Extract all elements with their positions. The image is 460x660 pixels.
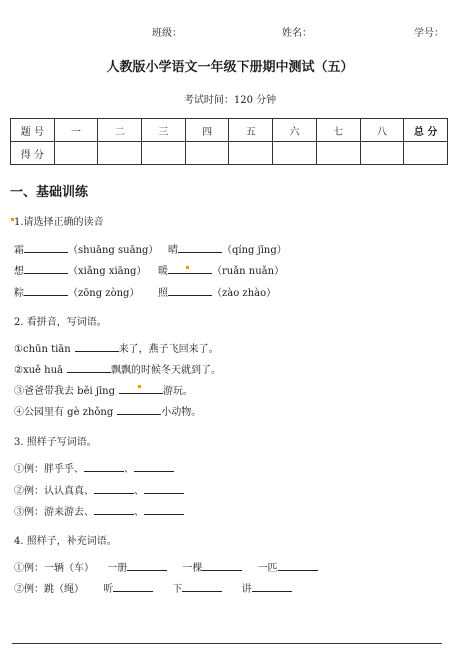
- sentence: 小动物。: [161, 407, 202, 418]
- pinyin: ③爸爸带我去 běi jīng: [14, 386, 116, 397]
- q2-prompt: 2. 看拼音，写词语。: [14, 317, 107, 328]
- q1-options: （ruǎn nuǎn）: [212, 266, 285, 277]
- student-id-label: 学号：: [414, 28, 444, 39]
- measure-word: 一匹: [257, 563, 278, 574]
- total-header-cell: 总 分: [404, 119, 448, 142]
- score-cell[interactable]: [229, 142, 273, 165]
- q3-item: [14, 482, 184, 497]
- score-row-label: 得 分: [11, 142, 55, 165]
- example: ②例：跳（绳）: [14, 584, 84, 595]
- page-title: 人教版小学语文一年级下册期中测试（五）: [106, 60, 354, 75]
- header-cell: 八: [360, 119, 404, 142]
- q1-row: [158, 284, 276, 299]
- answer-blank[interactable]: [134, 462, 174, 472]
- answer-blank[interactable]: [24, 286, 68, 296]
- answer-blank[interactable]: [24, 264, 68, 274]
- answer-blank[interactable]: [119, 384, 163, 394]
- score-cell[interactable]: [185, 142, 229, 165]
- q4-row: [14, 580, 292, 595]
- answer-blank[interactable]: [252, 582, 292, 592]
- marker-dot: [138, 385, 141, 388]
- sentence: 来了，燕子飞回来了。: [118, 344, 219, 355]
- pinyin: ④公园里有 gè zhǒng: [14, 407, 114, 418]
- score-table-header-row: [11, 119, 448, 142]
- q1-row: [14, 284, 139, 299]
- score-cell[interactable]: [360, 142, 404, 165]
- q1-char: 暖: [158, 266, 168, 277]
- q1-prompt: 1.请选择正确的读音: [14, 217, 104, 228]
- answer-blank[interactable]: [168, 286, 212, 296]
- q1-char: 粽: [14, 288, 24, 299]
- header-cell: 一: [54, 119, 98, 142]
- class-label: 班级：: [152, 28, 182, 39]
- answer-blank[interactable]: [67, 363, 111, 373]
- separator: 、: [134, 486, 144, 497]
- q1-options: （qíng jīng）: [222, 245, 287, 256]
- example: ①例：胖乎乎、: [14, 464, 84, 475]
- example: ①例：一辆（车）: [14, 563, 94, 574]
- section-title: 一、基础训练: [10, 185, 89, 200]
- sentence: 游玩。: [163, 386, 194, 397]
- separator: 、: [124, 464, 134, 475]
- verb: 听: [103, 584, 114, 595]
- q1-options: （zào zhào）: [212, 288, 277, 299]
- header-cell: 六: [273, 119, 317, 142]
- score-cell[interactable]: [98, 142, 142, 165]
- q1-options: （zōng zòng）: [68, 288, 140, 299]
- header-cell: 三: [142, 119, 186, 142]
- q2-item: [14, 382, 193, 397]
- answer-blank[interactable]: [202, 561, 242, 571]
- answer-blank[interactable]: [278, 561, 318, 571]
- header-cell: 二: [98, 119, 142, 142]
- score-cell[interactable]: [54, 142, 98, 165]
- measure-word: 一册: [107, 563, 128, 574]
- verb: 讲: [241, 584, 252, 595]
- answer-blank[interactable]: [94, 484, 134, 494]
- score-cell[interactable]: [404, 142, 448, 165]
- answer-blank[interactable]: [168, 264, 212, 274]
- q1-row: [168, 241, 287, 256]
- header-cell: 四: [185, 119, 229, 142]
- q3-item: [14, 503, 184, 518]
- q2-item: [14, 340, 219, 355]
- q1-row: [158, 262, 284, 277]
- q4-row: [14, 559, 318, 574]
- header-cell: 五: [229, 119, 273, 142]
- q1-options: （shuāng suāng）: [68, 245, 159, 256]
- q1-row: [14, 241, 158, 256]
- answer-blank[interactable]: [178, 243, 222, 253]
- answer-blank[interactable]: [127, 561, 167, 571]
- header-cell: 七: [316, 119, 360, 142]
- answer-blank[interactable]: [94, 505, 134, 515]
- footer-divider: [12, 643, 442, 644]
- score-cell[interactable]: [273, 142, 317, 165]
- answer-blank[interactable]: [182, 582, 222, 592]
- sentence: 飘飘的时候冬天就到了。: [110, 365, 221, 376]
- exam-time: 考试时间：120 分钟: [183, 95, 277, 106]
- separator: 、: [134, 507, 144, 518]
- q4-prompt: 4. 照样子，补充词语。: [14, 536, 117, 547]
- example: ②例：认认真真、: [14, 486, 94, 497]
- pinyin: ②xuě huā: [14, 365, 63, 376]
- name-label: 姓名：: [282, 28, 312, 39]
- pinyin: ①chūn tiān: [14, 344, 71, 355]
- q1-char: 霜: [14, 245, 24, 256]
- header-cell: 题 号: [11, 119, 55, 142]
- answer-blank[interactable]: [113, 582, 153, 592]
- answer-blank[interactable]: [75, 342, 119, 352]
- q2-item: [14, 403, 201, 418]
- score-cell[interactable]: [142, 142, 186, 165]
- answer-blank[interactable]: [144, 484, 184, 494]
- answer-blank[interactable]: [84, 462, 124, 472]
- q2-item: [14, 361, 221, 376]
- answer-blank[interactable]: [144, 505, 184, 515]
- measure-word: 一棵: [182, 563, 203, 574]
- answer-blank[interactable]: [117, 405, 161, 415]
- q1-char: 想: [14, 266, 24, 277]
- score-cell[interactable]: [316, 142, 360, 165]
- q1-char: 晴: [168, 245, 178, 256]
- score-table: [10, 118, 448, 165]
- score-table-score-row: [11, 142, 448, 165]
- example: ③例：游来游去、: [14, 507, 94, 518]
- q3-prompt: 3. 照样子写词语。: [14, 437, 97, 448]
- verb: 下: [172, 584, 183, 595]
- answer-blank[interactable]: [24, 243, 68, 253]
- q1-row: [14, 262, 146, 277]
- q1-char: 照: [158, 288, 168, 299]
- q1-options: （xiǎng xiāng）: [68, 266, 147, 277]
- marker-dot: [186, 266, 189, 269]
- q3-item: [14, 460, 174, 475]
